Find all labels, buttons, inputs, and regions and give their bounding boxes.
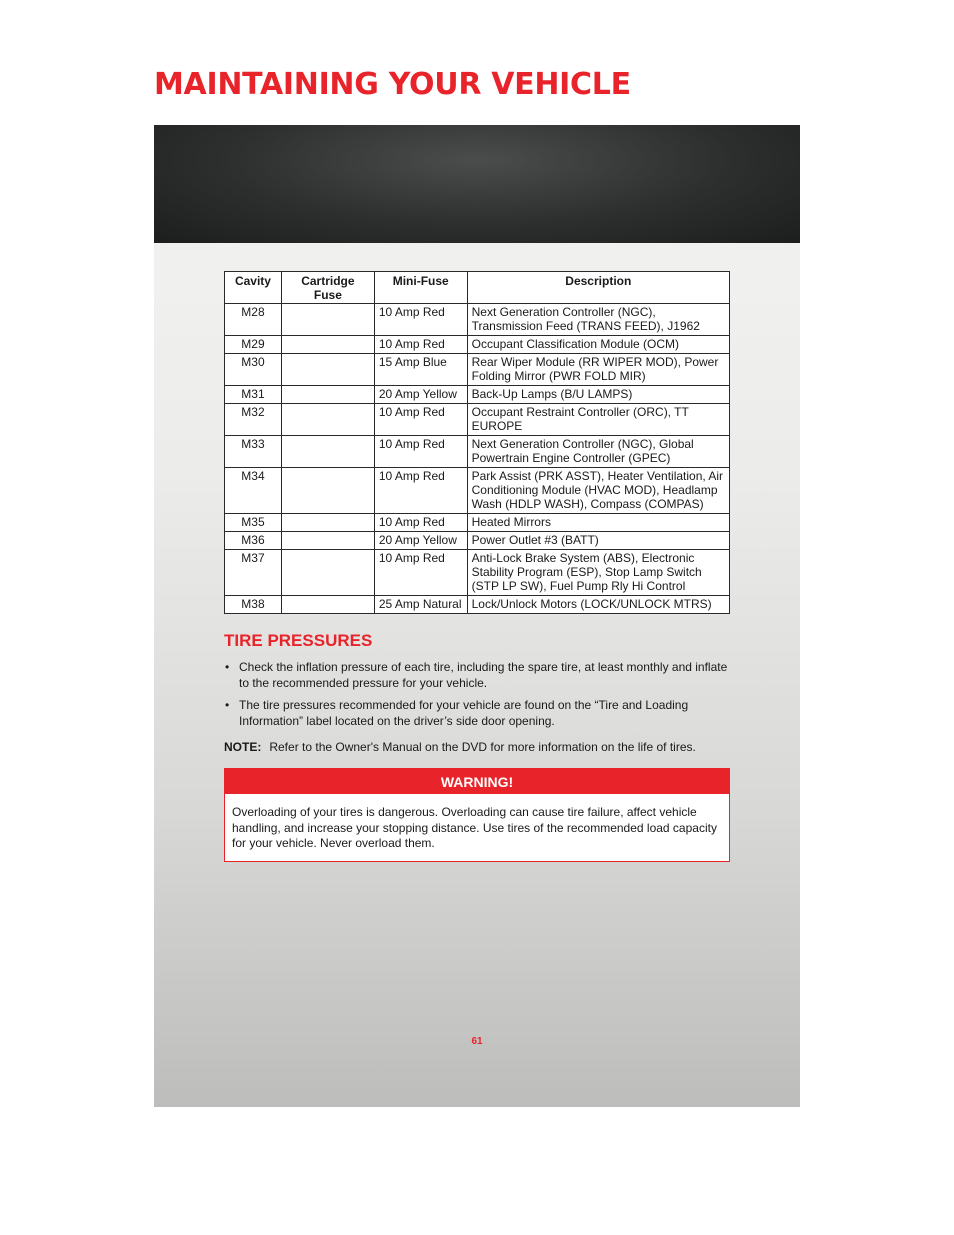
column-header-cartridge-fuse: Cartridge Fuse: [281, 272, 374, 304]
cartridge-fuse-cell: [281, 354, 374, 386]
column-header-cavity: Cavity: [225, 272, 282, 304]
description-cell: Anti-Lock Brake System (ABS), Electronic Stability Program (ESP), Stop Lamp Switch (STP LP SW), Fuel Pump Rly Hi Control: [467, 550, 729, 596]
bullet-dot: •: [225, 660, 230, 674]
cartridge-fuse-cell: [281, 596, 374, 614]
mini-fuse-cell: 10 Amp Red: [374, 468, 467, 514]
cavity-cell: M29: [225, 336, 282, 354]
page-title: MAINTAINING YOUR VEHICLE: [154, 67, 631, 102]
table-row: [225, 532, 730, 550]
cartridge-fuse-cell: [281, 304, 374, 336]
table-row: [225, 514, 730, 532]
table-row: [225, 596, 730, 614]
cartridge-fuse-cell: [281, 436, 374, 468]
column-header-description: Description: [467, 272, 729, 304]
description-cell: Park Assist (PRK ASST), Heater Ventilation, Air Conditioning Module (HVAC MOD), Headlamp Wash (HDLP WASH), Compass (COMPAS): [467, 468, 729, 514]
bullet-text: The tire pressures recommended for your vehicle are found on the “Tire and Loading Information” label located on the driver’s side door opening.: [239, 698, 689, 728]
cavity-cell: M38: [225, 596, 282, 614]
mini-fuse-cell: 10 Amp Red: [374, 404, 467, 436]
table-row: [225, 550, 730, 596]
mini-fuse-cell: 10 Amp Red: [374, 336, 467, 354]
manual-page: [154, 125, 800, 1107]
page-number: 61: [471, 1036, 483, 1047]
note-label: NOTE:: [224, 740, 262, 754]
warning-box: [224, 768, 730, 862]
description-cell: Lock/Unlock Motors (LOCK/UNLOCK MTRS): [467, 596, 729, 614]
cavity-cell: M33: [225, 436, 282, 468]
cartridge-fuse-cell: [281, 468, 374, 514]
mini-fuse-cell: 10 Amp Red: [374, 436, 467, 468]
cartridge-fuse-cell: [281, 514, 374, 532]
table-row: [225, 468, 730, 514]
warning-title: WARNING!: [225, 769, 729, 794]
cavity-cell: M35: [225, 514, 282, 532]
mini-fuse-cell: 15 Amp Blue: [374, 354, 467, 386]
mini-fuse-cell: 20 Amp Yellow: [374, 532, 467, 550]
table-row: [225, 336, 730, 354]
mini-fuse-cell: 10 Amp Red: [374, 550, 467, 596]
cartridge-fuse-cell: [281, 336, 374, 354]
cavity-cell: M37: [225, 550, 282, 596]
table-row: [225, 404, 730, 436]
mini-fuse-cell: 10 Amp Red: [374, 304, 467, 336]
description-cell: Occupant Classification Module (OCM): [467, 336, 729, 354]
description-cell: Next Generation Controller (NGC), Global Powertrain Engine Controller (GPEC): [467, 436, 729, 468]
header-band: [154, 125, 800, 243]
column-header-mini-fuse: Mini-Fuse: [374, 272, 467, 304]
bullet-dot: •: [225, 698, 230, 712]
section-heading-tire-pressures: TIRE PRESSURES: [224, 631, 373, 650]
table-row: [225, 436, 730, 468]
table-header-row: [225, 272, 730, 304]
mini-fuse-cell: 25 Amp Natural: [374, 596, 467, 614]
bullet-text: Check the inflation pressure of each tire, including the spare tire, at least monthly and inflate to the recommended pressure for your vehicle.: [239, 660, 728, 690]
cavity-cell: M30: [225, 354, 282, 386]
list-item: [224, 659, 730, 691]
cavity-cell: M31: [225, 386, 282, 404]
mini-fuse-cell: 10 Amp Red: [374, 514, 467, 532]
description-cell: Power Outlet #3 (BATT): [467, 532, 729, 550]
note-text: Refer to the Owner's Manual on the DVD for more information on the life of tires.: [269, 740, 696, 754]
cartridge-fuse-cell: [281, 386, 374, 404]
cavity-cell: M28: [225, 304, 282, 336]
tire-bullet-list: [224, 659, 730, 735]
cavity-cell: M36: [225, 532, 282, 550]
table-row: [225, 304, 730, 336]
cartridge-fuse-cell: [281, 550, 374, 596]
cavity-cell: M32: [225, 404, 282, 436]
description-cell: Back-Up Lamps (B/U LAMPS): [467, 386, 729, 404]
description-cell: Next Generation Controller (NGC), Transmission Feed (TRANS FEED), J1962: [467, 304, 729, 336]
table-row: [225, 354, 730, 386]
cartridge-fuse-cell: [281, 404, 374, 436]
table-row: [225, 386, 730, 404]
cartridge-fuse-cell: [281, 532, 374, 550]
description-cell: Rear Wiper Module (RR WIPER MOD), Power Folding Mirror (PWR FOLD MIR): [467, 354, 729, 386]
list-item: [224, 697, 730, 729]
note-paragraph: [224, 739, 730, 755]
cavity-cell: M34: [225, 468, 282, 514]
warning-text: Overloading of your tires is dangerous. Overloading can cause tire failure, affect vehicle handling, and increase your stopping distance. Use tires of the recommended load capacity for your vehicle. Never overload them.: [232, 805, 717, 850]
description-cell: Occupant Restraint Controller (ORC), TT EUROPE: [467, 404, 729, 436]
mini-fuse-cell: 20 Amp Yellow: [374, 386, 467, 404]
fuse-table: [224, 271, 730, 614]
description-cell: Heated Mirrors: [467, 514, 729, 532]
